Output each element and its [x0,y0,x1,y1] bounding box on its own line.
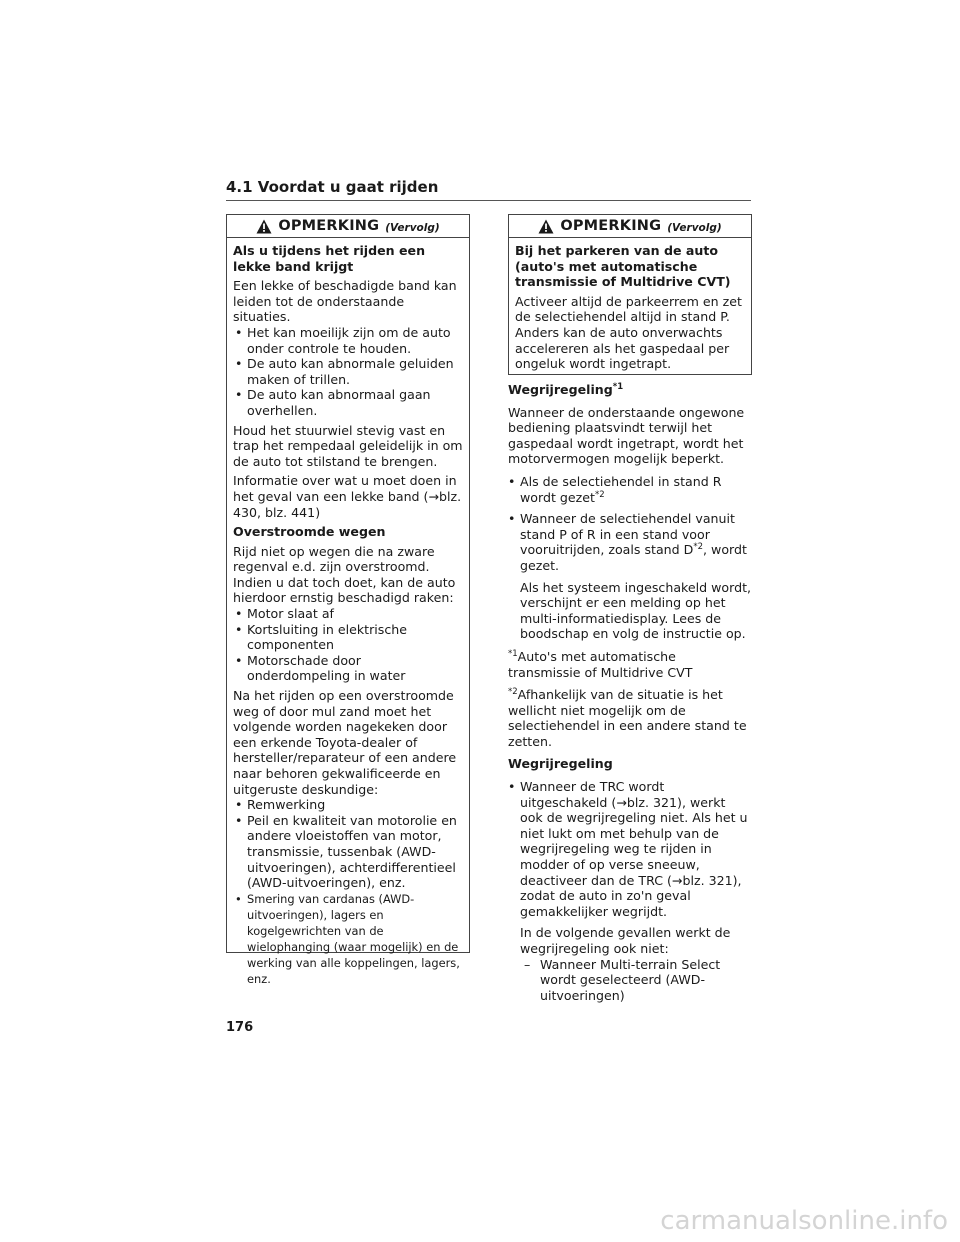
list-item: • Smering van cardanas (AWD-uitvoeringen), lagers en kogelgewrichten van de wielophanging (waar mogelijk) en de werking van alle koppelingen, lagers, enz. [233,891,464,987]
list-item [508,779,752,1003]
list-item-text: Wanneer de TRC wordt uitgeschakeld (→blz. 321), werkt ook de wegrijregeling niet. Als het u niet lukt om met behulp van de wegrijregeling weg te rijden in modder of op verse sneeuw, deactiveer dan de TRC (→blz. 321), zodat de auto in zo'n geval gemakkelijker wegrijdt. [520,779,748,919]
notice-box-right [508,214,752,375]
notice-title: OPMERKING [560,218,662,234]
drive-start-control-intro: Wanneer de onderstaande ongewone bediening plaatsvindt terwijl het gaspedaal wordt ingetrapt, wordt het motorvermogen mogelijk beperkt. [508,404,745,467]
notice-header [227,215,469,238]
flooded-roads-intro: Rijd niet op wegen die na zware regenval e.d. zijn overstroomd. Indien u dat toch doet, kan de auto hierdoor ernstig beschadigd raken: [233,543,456,606]
list-item: • Motorschade door onderdompeling in water [233,653,464,684]
list-item-text: , wordt gezet. [520,542,747,573]
notice-subtitle: (Vervolg) [385,221,440,234]
footnote-mark: *1 [508,648,518,659]
list-item: • De auto kan abnormale geluiden maken of trillen. [233,356,464,387]
warning-icon [538,219,554,234]
list-item-text: Wanneer de selectiehendel vanuit stand P of R in een stand voor vooruitrijden, zoals stand D [520,511,735,558]
parking-heading: Bij het parkeren van de auto (auto's met automatische transmissie of Multidrive CVT) [515,243,731,290]
list-item: • Kortsluiting in elektrische componenten [233,622,464,653]
page-number: 176 [226,1020,254,1035]
inspection-list [233,797,464,987]
notice-subtitle: (Vervolg) [667,221,722,234]
footnote-ref: *1 [612,381,624,392]
list-item: • Motor slaat af [233,606,464,622]
footnote-1 [508,649,752,680]
list-item [508,511,752,642]
notice-body [509,238,751,382]
footnote-ref: *2 [693,542,704,553]
notice-body [227,238,469,997]
flat-tire-heading: Als u tijdens het rijden een lekke band krijgt [233,243,426,274]
flooded-roads-list [233,606,464,684]
watermark: carmanualsonline.info [660,1206,948,1236]
flooded-roads-paragraph: Na het rijden op een overstroomde weg of door mul zand moet het volgende worden nagekeken door een erkende Toyota-dealer of hersteller/reparateur of een andere naar behoren gekwalificeerde en uitgeruste deskundige: [233,688,457,797]
trc-list [508,779,752,1003]
list-item: • Peil en kwaliteit van motorolie en andere vloeistoffen van motor, transmissie, tussenbak (AWD-uitvoeringen), achterdifferentieel (AWD-uitvoeringen), enz. [233,813,464,891]
flat-tire-intro: Een lekke of beschadigde band kan leiden tot de onderstaande situaties. [233,278,457,325]
warning-icon [256,219,272,234]
conditions-list [508,474,752,642]
flooded-roads-heading: Overstroomde wegen [233,524,386,540]
list-item-text: Als de selectiehendel in stand R wordt gezet [520,473,722,505]
list-item [508,474,752,505]
dash-item: – Wanneer Multi-terrain Select wordt geselecteerd (AWD-uitvoeringen) [520,957,752,1004]
list-item: • Remwerking [233,797,464,813]
list-item: • De auto kan abnormaal gaan overhellen. [233,387,464,418]
footnote-text: Afhankelijk van de situatie is het wellicht niet mogelijk om de selectiehendel in een andere stand te zetten. [508,687,747,749]
flat-tire-reference: Informatie over wat u moet doen in het geval van een lekke band (→blz. 430, blz. 441) [233,473,462,520]
list-item-note: In de volgende gevallen werkt de wegrijregeling ook niet: [520,925,731,956]
heading-text: Wegrijregeling [508,382,613,397]
footnote-2 [508,687,752,749]
list-item-note: Als het systeem ingeschakeld wordt, verschijnt er een melding op het multi-informatiedisplay. Lees de boodschap en volg de instructie op. [520,579,752,642]
notice-title: OPMERKING [278,218,380,234]
footnote-ref: *2 [594,489,605,500]
notice-box-left [226,214,470,986]
notice-header [509,215,751,238]
section-title: 4.1 Voordat u gaat rijden [226,178,751,201]
drive-start-control-heading-2: Wegrijregeling [508,756,613,772]
footnote-mark: *2 [508,686,518,697]
right-column [508,378,752,1010]
flat-tire-list [233,325,464,419]
drive-start-control-heading [508,382,752,398]
footnote-text: Auto's met automatische transmissie of Multidrive CVT [508,648,693,680]
parking-text: Activeer altijd de parkeerrem en zet de selectiehendel altijd in stand P. Anders kan de auto onverwachts accelereren als het gaspedaal per ongeluk wordt ingetrapt. [515,293,742,372]
list-item: • Het kan moeilijk zijn om de auto onder controle te houden. [233,325,464,356]
flat-tire-paragraph: Houd het stuurwiel stevig vast en trap het rempedaal geleidelijk in om de auto tot stilstand te brengen. [233,422,463,469]
